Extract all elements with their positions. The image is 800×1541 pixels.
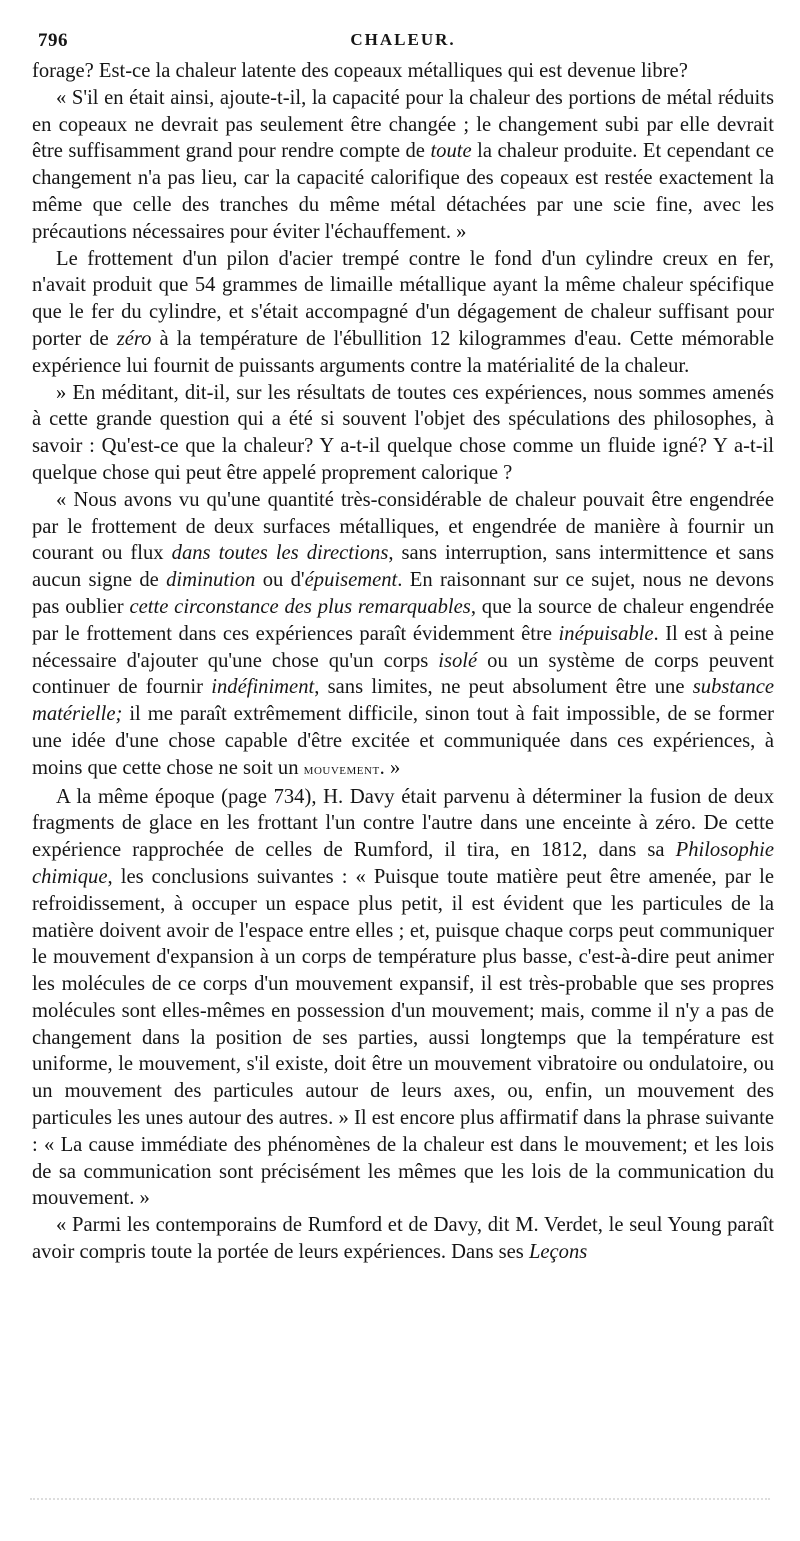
- paragraph-2: « S'il en était ainsi, ajoute-t-il, la capacité pour la chaleur des portions de métal réduits en copeaux ne devrait pas seulement être changée ; le changement subi par elle devrait être suffisamment grand pour rendre compte de toute la chaleur produite. Et cependant ce changement n'a pas lieu, car la capacité calorifique des copeaux est restée exactement la même que celle des tranches du même métal détachées par une scie fine, avec les précautions nécessaires pour éviter l'échauffement. »: [32, 86, 774, 243]
- paragraph-1: forage? Est-ce la chaleur latente des copeaux métalliques qui est devenue libre?: [32, 60, 688, 82]
- paragraph-5: « Nous avons vu qu'une quantité très-considérable de chaleur pouvait être engendrée par le frottement de deux surfaces métalliques, et engendrée de manière à fournir un courant ou flux dans toutes les directions, sans interruption, sans intermittence et sans aucun signe de diminution ou d'épuisement. En raisonnant sur ce sujet, nous ne devons pas oublier cette circonstance des plus remarquables, que la source de chaleur engendrée par le frottement dans ces expériences paraît évidemment être inépuisable. Il est à peine nécessaire d'ajouter qu'une chose qu'un corps isolé ou un système de corps peuvent continuer de fournir indéfiniment, sans limites, ne peut absolument être une substance matérielle; il me paraît extrêmement difficile, sinon tout à fait impossible, de se former une idée d'une chose capable d'être excitée et communiquée dans ces expériences, à moins que cette chose ne soit un mouvement. »: [32, 488, 774, 779]
- emphasis: cette circonstance des plus remarquables: [129, 595, 471, 618]
- emphasis: inépuisable: [558, 622, 654, 645]
- scan-specks: [30, 1498, 770, 1502]
- emphasis: toute: [430, 140, 472, 163]
- paragraph-7: « Parmi les contemporains de Rumford et de Davy, dit M. Verdet, le seul Young paraît avoir compris toute la portée de leurs expériences. Dans ses Leçons: [32, 1214, 774, 1264]
- emphasis: épuisement: [304, 569, 398, 592]
- running-head: [32, 28, 774, 58]
- paragraph-4: » En méditant, dit-il, sur les résultats de toutes ces expériences, nous sommes amenés à cette grande question qui a été si souvent l'objet des spéculations des philosophes, à savoir : Qu'est-ce que la chaleur? Y a-t-il quelque chose comme un fluide igné? Y a-t-il quelque chose qui peut être appelé proprement calorique ?: [32, 381, 774, 484]
- emphasis: zéro: [116, 327, 152, 350]
- emphasis: Philosophie chimique: [32, 839, 774, 888]
- emphasis: Leçons: [528, 1241, 588, 1264]
- paragraph-3: Le frottement d'un pilon d'acier trempé contre le fond d'un cylindre creux en fer, n'avait produit que 54 grammes de limaille métallique ayant la même chaleur spécifique que le fer du cylindre, et s'était accompagné d'un dégagement de chaleur suffisant pour porter de zéro à la température de l'ébullition 12 kilogrammes d'eau. Cette mémorable expérience lui fournit de puissants arguments contre la matérialité de la chaleur.: [32, 247, 775, 377]
- book-page: [32, 28, 774, 1266]
- emphasis: substance matérielle;: [32, 676, 774, 726]
- emphasis: isolé: [438, 649, 478, 672]
- emphasis: indéfiniment: [211, 676, 315, 699]
- emphasis: diminution: [166, 569, 256, 592]
- paragraph-6: A la même époque (page 734), H. Davy était parvenu à déterminer la fusion de deux fragments de glace en les frottant l'un contre l'autre dans une enceinte à zéro. De cette expérience rapprochée de celles de Rumford, il tira, en 1812, dans sa Philosophie chimique, les conclusions suivantes : « Puisque toute matière peut être amenée, par le refroidissement, à occuper un espace plus petit, il est évident que les particules de la matière doivent avoir de l'espace entre elles ; et, puisque chaque corps peut communiquer le mouvement d'expansion à un corps de température plus basse, c'est-à-dire peut animer les molécules de ce corps d'un mouvement expansif, il est très-probable que ses propres molécules sont elles-mêmes en possession d'un mouvement; mais, comme il n'y a pas de changement dans la position de ses parties, aussi longtemps que la température est uniforme, le mouvement, s'il existe, doit être un mouvement vibratoire ou ondulatoire, ou un mouvement des particules autour de leurs axes, ou, enfin, un mouvement des particules les unes autour des autres. » Il est encore plus affirmatif dans la phrase suivante : « La cause immédiate des phénomènes de la chaleur est dans le mouvement; et les lois de sa communication sont précisément les mêmes que les lois de la communication du mouvement. »: [32, 785, 774, 1210]
- emphasis: dans toutes les directions: [171, 542, 389, 565]
- page-body: [32, 58, 774, 1266]
- running-title: CHALEUR.: [350, 30, 456, 49]
- page-number: 796: [38, 30, 68, 51]
- small-caps-word: mouvement: [303, 761, 380, 778]
